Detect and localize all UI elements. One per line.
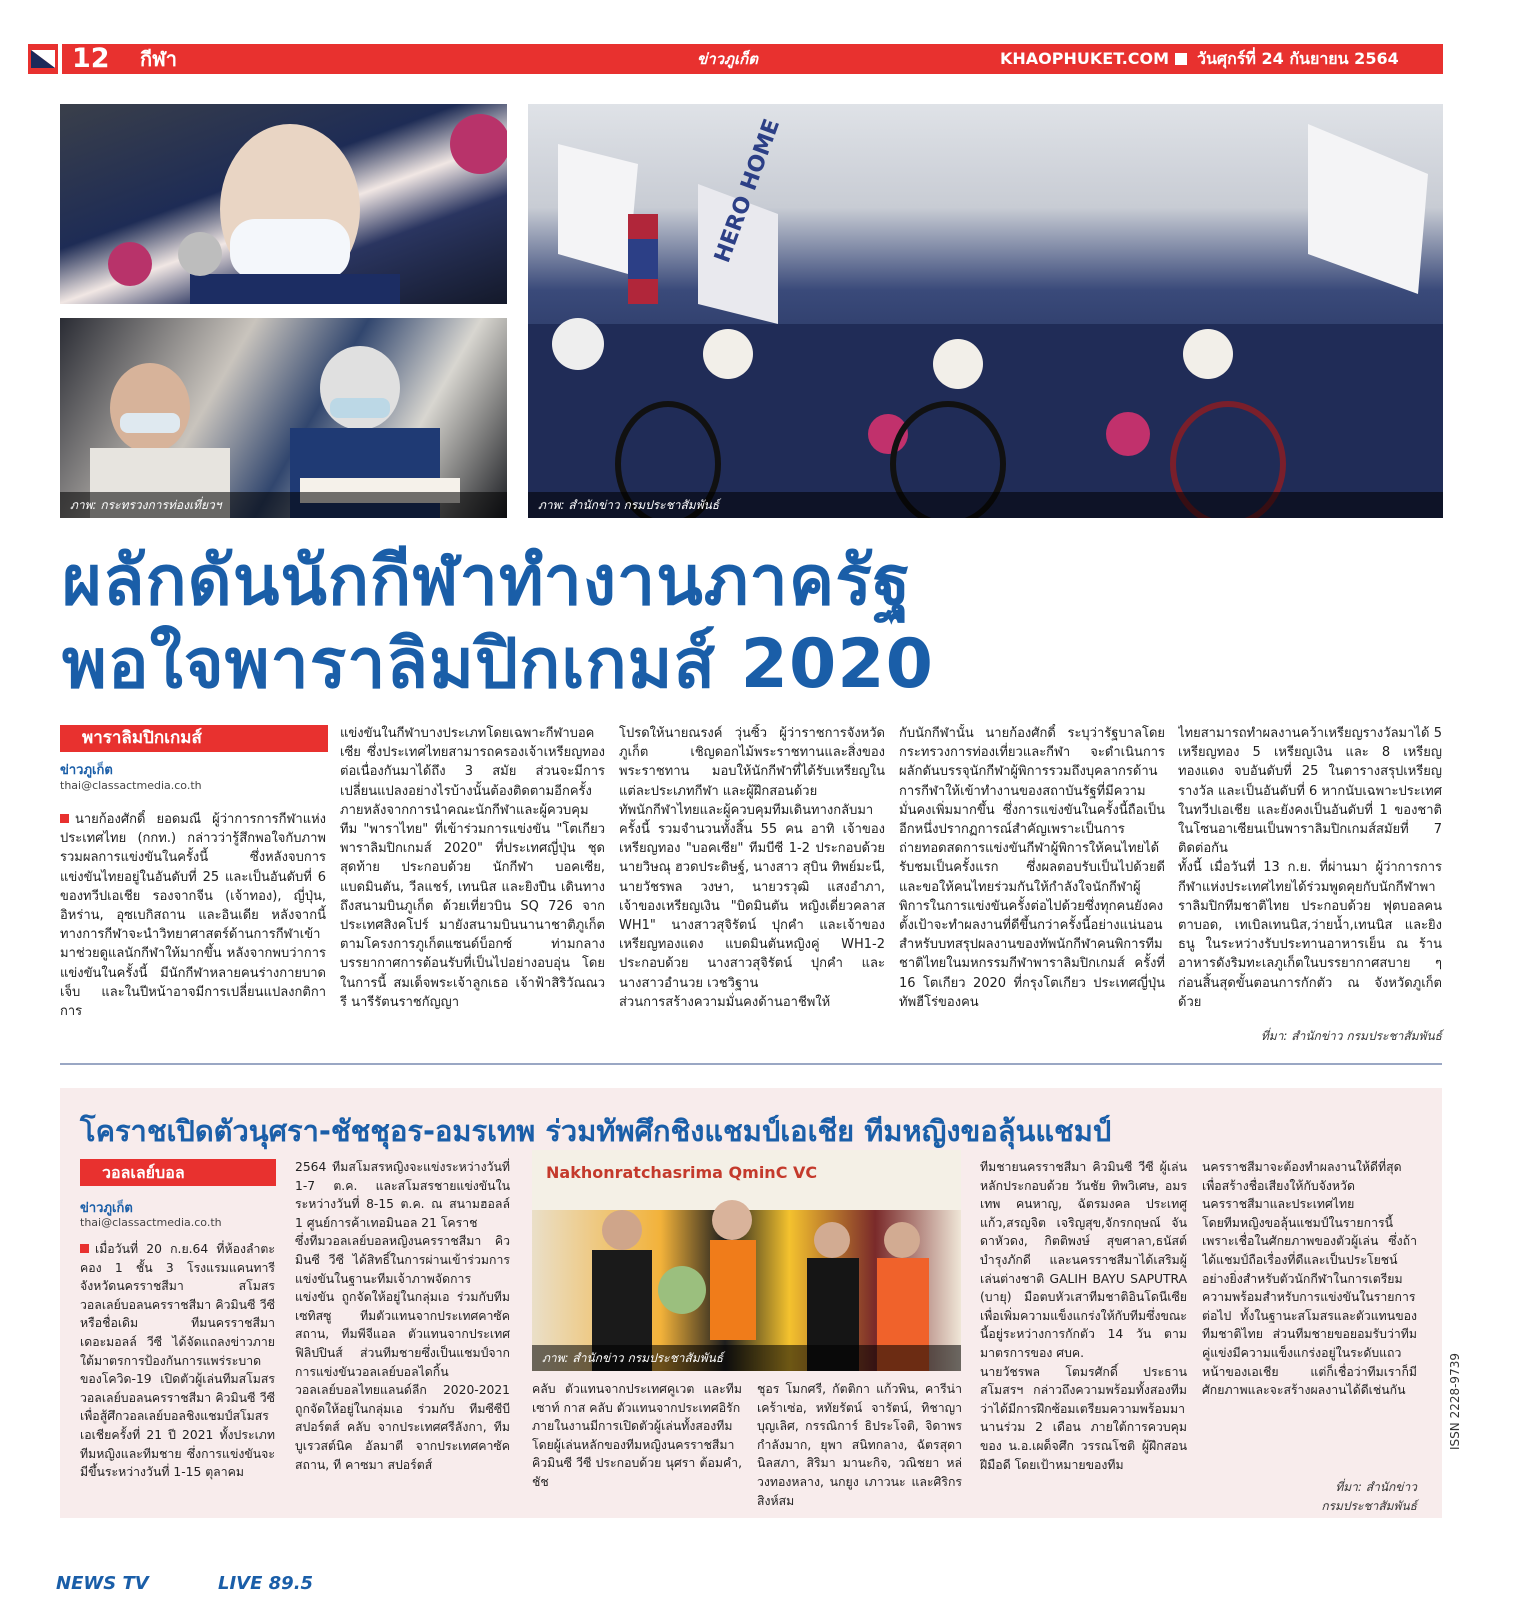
article-column: ชุอร โมกศรี, กัตติกา แก้วพิน, คารีน่า เคร้าเซ่อ, หทัยรัตน์ จารัตน์, ทิชาญา บุญเลิศ, กรรณิการ์ ธิประโจติ, จิดาพร กำลังมาก, ยุพา สนิทกลาง, ฉัตรสุดา นิลสภา, สิริมา มานะกิจ, วณิชยา หล่วงทองหลาง, นกยูง เภาวนะ และศิริกร สิงห์สม xyxy=(757,1382,962,1508)
issue-date: วันศุกร์ที่ 24 กันยายน 2564 xyxy=(1197,49,1399,68)
article-column: แข่งขันในกีฬาบางประเภทโดยเฉพาะกีฬาบอคเซีย ซึ่งประเทศไทยสามารถครองเจ้าเหรียญทองต่อเนื่องกันมาได้ถึง 3 สมัย ส่วนจะมีการเปลี่ยนแปลงอย่างไรบ้างนั้นต้องติดตามอีกครั้ง ภายหลังจากการนำคณะนักกีฬาและผู้ควบคุมทีม "พาราไทย" ที่เข้าร่วมการแข่งขัน "โตเกียวพาราลิมปิกเกมส์ 2020" ที่ประเทศญี่ปุ่น ชุดสุดท้าย ประกอบด้วย นักกีฬา บอคเซีย, แบดมินตัน, วีลแชร์, เทนนิส และยิงปืน เดินทางถึงสนามบินภูเก็ต ด้วยเที่ยวบิน SQ 726 จากประเทศสิงคโปร์ มายังสนามบินนานาชาติภูเก็ต ตามโครงการภูเก็ตแซนด์บ็อกซ์ ท่ามกลางบรรยากาศการต้อนรับที่เป็นไปอย่างอบอุ่น โดยในการนี้ สมเด็จพระเจ้าลูกเธอ เจ้าฟ้าสิริวัณณวรี นารีรัตนราชกัญญา xyxy=(340,726,605,1010)
photo-team-arrival xyxy=(528,104,1443,518)
article-column xyxy=(80,1240,275,1520)
photo-athlete-medal-illustration xyxy=(60,104,507,304)
flag-text: HERO HOME xyxy=(710,115,786,267)
photo-banner-text: Nakhonratchasrima QminC VC xyxy=(546,1163,818,1182)
photo-athlete-medal xyxy=(60,104,507,304)
article-column xyxy=(60,810,326,1050)
photo-press-conference-illustration xyxy=(532,1150,961,1371)
article-text: เมื่อวันที่ 20 ก.ย.64 ที่ห้องลำตะคอง 1 ชั้น 3 โรงแรมแคนทารี จังหวัดนครราชสีมา สโมสรวอลเลย์บอลนครราชสีมา คิวมินซี วีซี หรือชื่อเดิม ทีมนครราชสีมาเดอะมอลล์ วีซี ได้จัดแถลงข่าวภายใต้มาตรการป้องกันการแพร่ระบาดของโควิด-19 เปิดตัวผู้เล่นทีมสโมสรวอลเลย์บอลนครราชสีมา คิวมินซี วีซี เพื่อสู้ศึกวอลเลย์บอลชิงแชมป์สโมสรเอเชียครั้งที่ 21 ปี 2021 ทั้งประเภททีมหญิงและทีมชาย ซึ่งการแข่งขันจะมีขึ้นระหว่างวันที่ 1-15 ตุลาคม xyxy=(80,1242,275,1480)
article-source: ที่มา: สำนักข่าว กรมประชาสัมพันธ์ xyxy=(1260,1029,1442,1043)
section-tag: วอลเลย์บอล xyxy=(80,1159,276,1186)
photo-team-arrival-illustration xyxy=(528,104,1443,518)
footer-logo-live-radio: LIVE 89.5 xyxy=(218,1573,314,1594)
byline-email: thai@classactmedia.co.th xyxy=(80,1216,222,1229)
article-column: ทีมชายนครราชสีมา คิวมินซี วีซี ผู้เล่นหลักประกอบด้วย วันชัย ทิพวิเศษ, อมรเทพ คนหาญ, ฉัตรมงคล ประเทศูแก้ว,สรญจิต เจริญสุข,จักรกฤษณ์ จันดาหัวดง, กิตติพงษ์ สุขศาลา,ธนัสต์ บำรุงภักดี และนครราชสีมาได้เสริมผู้เล่นต่างชาติ GALIH BAYU SAPUTRA (บายุ) มือตบหัวเสาทีมชาติอินโดนีเซีย เพื่อเพิ่มความแข็งแกร่งให้กับทีมซึ่งขณะนี้อยู่ระหว่างการกักตัว 14 วัน ตามมาตรการของ ศบค. นายวัชรพล โตมรศักดิ์ ประธานสโมสรฯ กล่าวถึงความพร้อมทั้งสองทีมว่าได้มีการฝึกซ้อมเตรียมความพร้อมมานานร่วม 2 เดือน ภายใต้การควบคุมของ น.อ.เผด็จศึก วรรณโชติ ผู้ฝึกสอนฝีมือดี โดยเป้าหมายของทีม xyxy=(980,1160,1187,1472)
section-divider xyxy=(60,1063,1442,1065)
photo-credit: ภาพ: สำนักข่าว กรมประชาสัมพันธ์ xyxy=(532,1345,961,1371)
photo-credit: ภาพ: สำนักข่าว กรมประชาสัมพันธ์ xyxy=(528,492,1443,518)
separator-square-icon xyxy=(1175,53,1187,65)
article-source-line-1: ที่มา: สำนักข่าว xyxy=(1335,1480,1417,1494)
headline-line-2: พอใจพาราลิมปิกเกมส์ 2020 xyxy=(62,625,934,704)
article-column: 2564 ทีมสโมสรหญิงจะแข่งระหว่างวันที่ 1-7 ต.ค. และสโมสรชายแข่งขันในระหว่างวันที่ 8-15 ต.ค. ณ สนามฮอลล์ 1 ศูนย์การค้าเทอมินอล 21 โคราช ซึ่งทีมวอลเลย์บอลหญิงนครราชสีมา คิวมินซี วีซี ได้สิทธิ์ในการผ่านเข้าร่วมการแข่งขันในฐานะทีมเจ้าภาพจัดการแข่งขัน ถูกจัดให้อยู่ในกลุ่มเอ ร่วมกับทีมเซทิสซู ทีมตัวแทนจากประเทศคาซัคสถาน, ทีมพีจีแอล ตัวแทนจากประเทศฟิลิปปินส์ ส่วนทีมชายซึ่งเป็นแชมป์จากการแข่งขันวอลเลย์บอลไดกิ้น วอลเลย์บอลไทยแลนด์ลีก 2020-2021 ถูกจัดให้อยู่ในกลุ่มเอ ร่วมกับ ทีมซีซีบี สปอร์ตส์ คลับ จากประเทศศรีลังกา, ทีมบูเรวสต์นิค อัลมาตี จากประเทศคาซัคสถาน, ที คาซมา สปอร์ตส์ xyxy=(295,1160,510,1472)
article-column: ไทยสามารถทำผลงานคว้าเหรียญรางวัลมาได้ 5 เหรียญทอง 5 เหรียญเงิน และ 8 เหรียญทองแดง จบอันดับที่ 25 ในตารางสรุปเหรียญรางวัล และเป็นอันดับที่ 6 หากนับเฉพาะประเทศในทวีปเอเชีย และยังคงเป็นอันดับที่ 1 ของชาติในโซนอาเซียนเป็นพาราลิมปิกเกมส์สมัยที่ 7 ติดต่อกัน ทั้งนี้ เมื่อวันที่ 13 ก.ย. ที่ผ่านมา ผู้ว่าการการกีฬาแห่งประเทศไทยได้ร่วมพูดคุยกับนักกีฬาพาราลิมปิกทีมชาติไทย ประกอบด้วย ฟุตบอลคนตาบอด, เทเบิลเทนนิส,ว่ายน้ำ,เทนนิส และยิงธนู ในระหว่างรับประทานอาหารเย็น ณ ร้านอาหารดังริมทะเลภูเก็ตในบรรยากาศสบาย ๆ ก่อนสิ้นสุดขั้นตอนการกักตัว ณ จังหวัดภูเก็ตด้วย xyxy=(1178,726,1442,1010)
byline: ข่าวภูเก็ต xyxy=(80,1201,133,1216)
article-text: นายก้องศักดิ์ ยอดมณี ผู้ว่าการการกีฬาแห่งประเทศไทย (กกท.) กล่าวว่ารู้สึกพอใจกับภาพรวมผลการแข่งขันในครั้งนี้ ซึ่งหลังจบการแข่งขันไทยอยู่ในอันดับที่ 25 และเป็นอันดับที่ 6 ของทวีปเอเชีย รองจากจีน (เจ้าทอง), ญี่ปุ่น, อิหร่าน, อุซเบกิสถาน และอินเดีย หลังจากนี้ทางการกีฬาจะนำวิทยาศาสตร์ด้านการกีฬาเข้ามาช่วยดูแลนักกีฬาให้มากขึ้น หลังจากพบว่าการแข่งขันในครั้งนี้ มีนักกีฬาหลายคนร่างกายบาดเจ็บ และในปีหน้าอาจมีการเปลี่ยนแปลงกติกาการ xyxy=(60,812,326,1020)
photo-signing-illustration xyxy=(60,318,507,518)
photo-press-conference xyxy=(532,1150,961,1371)
bullet-icon xyxy=(60,814,69,823)
newspaper-logo-mark-icon xyxy=(28,44,58,74)
issn-number: ISSN 2228-9739 xyxy=(1448,1353,1462,1450)
article-source-line-2: กรมประชาสัมพันธ์ xyxy=(1321,1499,1417,1513)
site-url: KHAOPHUKET.COM xyxy=(1000,49,1170,68)
section-tag: พาราลิมปิกเกมส์ xyxy=(60,725,328,752)
article-column: นครราชสีมาจะต้องทำผลงานให้ดีที่สุดเพื่อสร้างชื่อเสียงให้กับจังหวัดนครราชสีมาและประเทศไทย โดยทีมหญิงขอลุ้นแชมป์ในรายการนี้ เพราะเชื่อในศักยภาพของตัวผู้เล่น ซึ่งถ้าได้แชมป์ถือเรื่องที่ดีและเป็นประโยชน์อย่างยิ่งสำหรับตัวนักกีฬาในการเตรียมความพร้อมสำหรับการแข่งขันในรายการต่อไป ทั้งในฐานะสโมสรและตัวแทนของทีมชาติไทย ส่วนทีมชายขอยอมรับว่าทีมคู่แข่งมีความแข็งแกร่งอยู่ในระดับแถวหน้าของเอเชีย แต่ก็เชื่อว่าทีมเราก็มีศักยภาพและจะสร้างผลงานได้ดีเช่นกัน xyxy=(1202,1160,1417,1398)
article-column: โปรดให้นายณรงค์ วุ่นซิ้ว ผู้ว่าราชการจังหวัดภูเก็ต เชิญดอกไม้พระราชทานและสิ่งของพระราชทาน มอบให้นักกีฬาที่ได้รับเหรียญในแต่ละประเภทกีฬา และผู้ฝึกสอนด้วย ทัพนักกีฬาไทยและผู้ควบคุมทีมเดินทางกลับมาครั้งนี้ รวมจำนวนทั้งสิ้น 55 คน อาทิ เจ้าของเหรียญทอง "บอคเซีย" ทีมบีซี 1-2 ประกอบด้วย นายวิษณุ ฮวดประดิษฐ์, นางสาว สุบิน ทิพย์มะนี, นายวัชรพล วงษา, นายวรวุฒิ แสงอำภา, เจ้าของเหรียญเงิน "บิดมินตัน หญิงเดี่ยวคลาส WH1" นางสาวสุจิรัตน์ ปุกคำ และเจ้าของเหรียญทองแดง แบดมินตันหญิงคู่ WH1-2 ประกอบด้วย นางสาวสุจิรัตน์ ปุกคำ และนางสาวอำนวย เวชวิฐาน ส่วนการสร้างความมั่นคงด้านอาชีพให้ xyxy=(619,726,885,1010)
byline: ข่าวภูเก็ต xyxy=(60,763,113,778)
headline-line-1: ผลักดันนักกีฬาทำงานภาครัฐ xyxy=(62,542,912,621)
photo-credit: ภาพ: กระทรวงการท่องเที่ยวฯ xyxy=(60,492,507,518)
section-name: กีฬา xyxy=(140,47,178,71)
headline-article-2: โคราชเปิดตัวนุศรา-ชัชชุอร-อมรเทพ ร่วมทัพศึกชิงแชมป์เอเชีย ทีมหญิงขอลุ้นแชมป์ xyxy=(80,1114,1112,1148)
article-column: กับนักกีฬานั้น นายก้องศักดิ์ ระบุว่ารัฐบาลโดยกระทรวงการท่องเที่ยวและกีฬา จะดำเนินการผลักดันบรรจุนักกีฬาผู้พิการรวมถึงบุคลากรด้านการกีฬาให้เข้าทำงานของสถาบันรัฐที่มีความมั่นคงเพิ่มมากขึ้น ซึ่งการแข่งขันในครั้งนี้ถือเป็นอีกหนึ่งปรากฏการณ์สำคัญเพราะเป็นการถ่ายทอดสดการแข่งขันกีฬาผู้พิการให้คนไทยได้รับชมเป็นครั้งแรก ซึ่งผลตอบรับเป็นไปด้วยดี และขอให้คนไทยร่วมกันให้กำลังใจนักกีฬาผู้พิการในการแข่งขันครั้งต่อไปด้วยซึ่งทุกคนยังคงตั้งเป้าจะทำผลงานที่ดีขึ้นกว่าครั้งนี้อย่างแน่นอน สำหรับบทสรุปผลงานของทัพนักกีฬาคนพิการทีมชาติไทยในมหกรรมกีฬาพาราลิมปิกเกมส์ ครั้งที่ 16 โตเกียว 2020 ที่กรุงโตเกียว ประเทศญี่ปุ่น ทัพฮีโร่ของคน xyxy=(899,726,1165,1010)
brand-logo: ข่าวภูเก็ต xyxy=(697,50,758,68)
byline-email: thai@classactmedia.co.th xyxy=(60,779,202,792)
photo-signing xyxy=(60,318,507,518)
footer-logo-news-tv: NEWS TV xyxy=(56,1573,149,1594)
page-number: 12 xyxy=(72,43,110,74)
bullet-icon xyxy=(80,1244,89,1253)
article-column: คลับ ตัวแทนจากประเทศคูเวต และทีมเซาท์ กาส คลับ ตัวแทนจากประเทศอิรัก ภายในงานมีการเปิดตัวผู้เล่นทั้งสองทีม โดยผู้เล่นหลักของทีมหญิงนครราชสีมา คิวมินซี วีซี ประกอบด้วย นุศรา ต้อมคำ, ชัช xyxy=(532,1382,742,1489)
